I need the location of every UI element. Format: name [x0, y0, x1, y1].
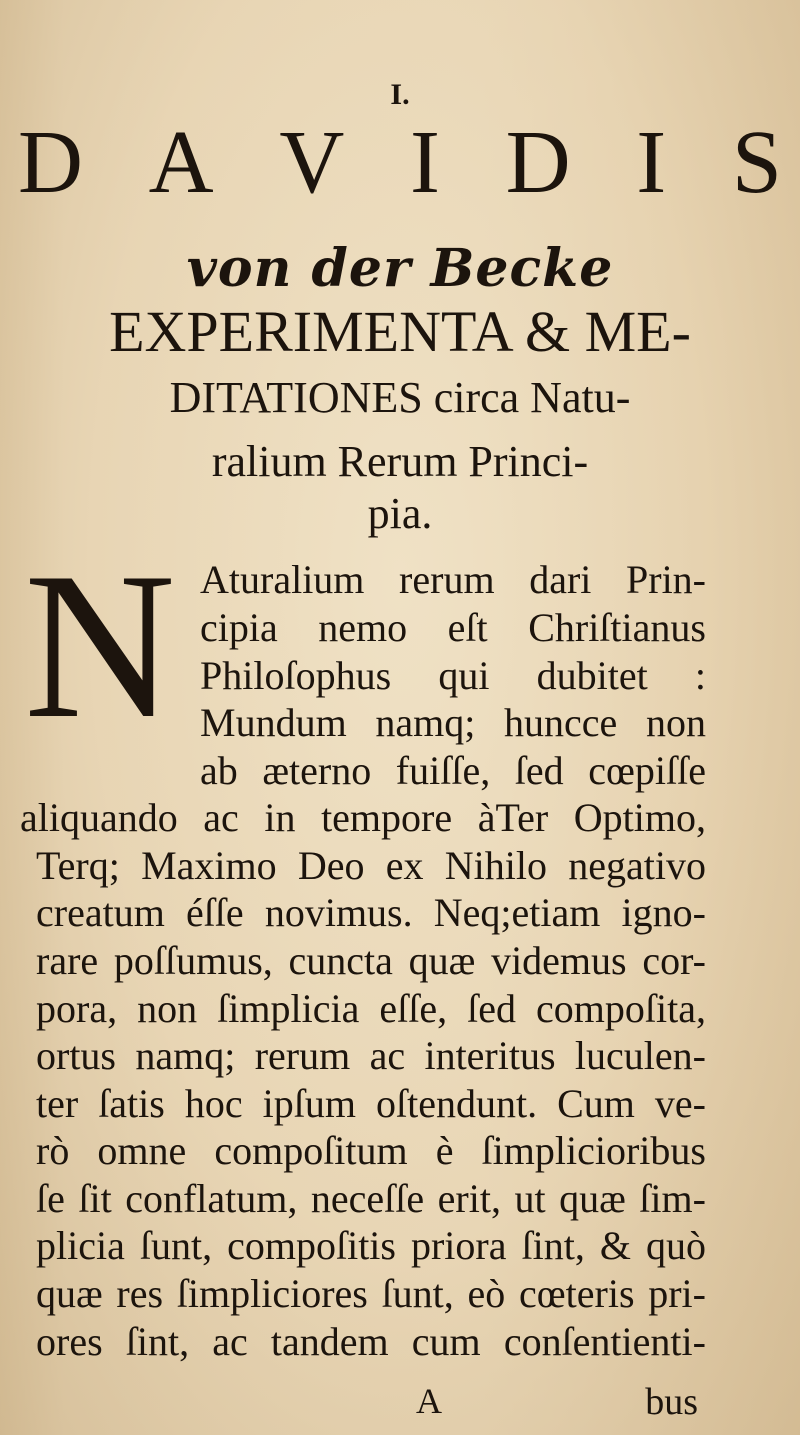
subtitle-blackletter: von der Becke: [186, 238, 614, 299]
title-letter: I: [636, 113, 667, 212]
title-letter: D: [18, 113, 83, 212]
text-line: ter ſatis hoc ipſum oſtendunt. Cum ve-: [36, 1081, 706, 1126]
text-line: quæ res ſimpliciores ſunt, eò cœteris pri-: [36, 1271, 706, 1316]
text-line: ſe ſit conflatum, neceſſe erit, ut quæ ſim-: [36, 1176, 706, 1221]
page-number: I.: [390, 78, 410, 111]
text-line: ores ſint, ac tandem cum conſentienti-: [36, 1319, 706, 1364]
text-line: Aturalium rerum dari Prin-: [200, 557, 706, 602]
title-letter: V: [279, 113, 345, 212]
text-line: ab æterno fuiſſe, ſed cœpiſſe: [200, 748, 706, 793]
heading-line-2: DITATIONES circa Natu-: [169, 373, 631, 422]
text-line: creatum éſſe novimus. Neq;etiam igno-: [36, 890, 706, 935]
dropcap-letter: N: [24, 556, 176, 726]
heading-line-3: ralium Rerum Princi-: [211, 437, 589, 486]
text-line: plicia ſunt, compoſitis priora ſint, & quò: [36, 1223, 706, 1268]
text-line: Mundum namq; huncce non: [200, 700, 706, 745]
title-letter: S: [731, 113, 782, 212]
signature-mark: A: [416, 1381, 442, 1421]
text-line: ortus namq; rerum ac interitus luculen-: [36, 1033, 706, 1078]
text-line: Terq; Maximo Deo ex Nihilo negativo: [36, 843, 706, 888]
title-letter: I: [409, 113, 440, 212]
text-line: Philoſophus qui dubitet :: [200, 653, 706, 698]
title-davidis: [18, 113, 782, 212]
text-line: pora, non ſimplicia eſſe, ſed compoſita,: [36, 986, 706, 1031]
heading-line-4: pia.: [367, 489, 433, 538]
text-line: rò omne compoſitum è ſimplicioribus: [36, 1128, 706, 1173]
text-line: rare poſſumus, cuncta quæ videmus cor-: [36, 938, 706, 983]
catchword: bus: [645, 1381, 698, 1423]
heading-line-1: EXPERIMENTA & ME-: [109, 299, 691, 364]
dropcap-n: [20, 556, 176, 726]
title-letter: D: [505, 113, 571, 212]
page-footer: [0, 1380, 800, 1430]
text-line: cipia nemo eſt Chriſtianus: [200, 605, 706, 650]
text-line: aliquando ac in tempore àTer Optimo,: [20, 795, 706, 840]
title-letter: A: [148, 113, 214, 212]
